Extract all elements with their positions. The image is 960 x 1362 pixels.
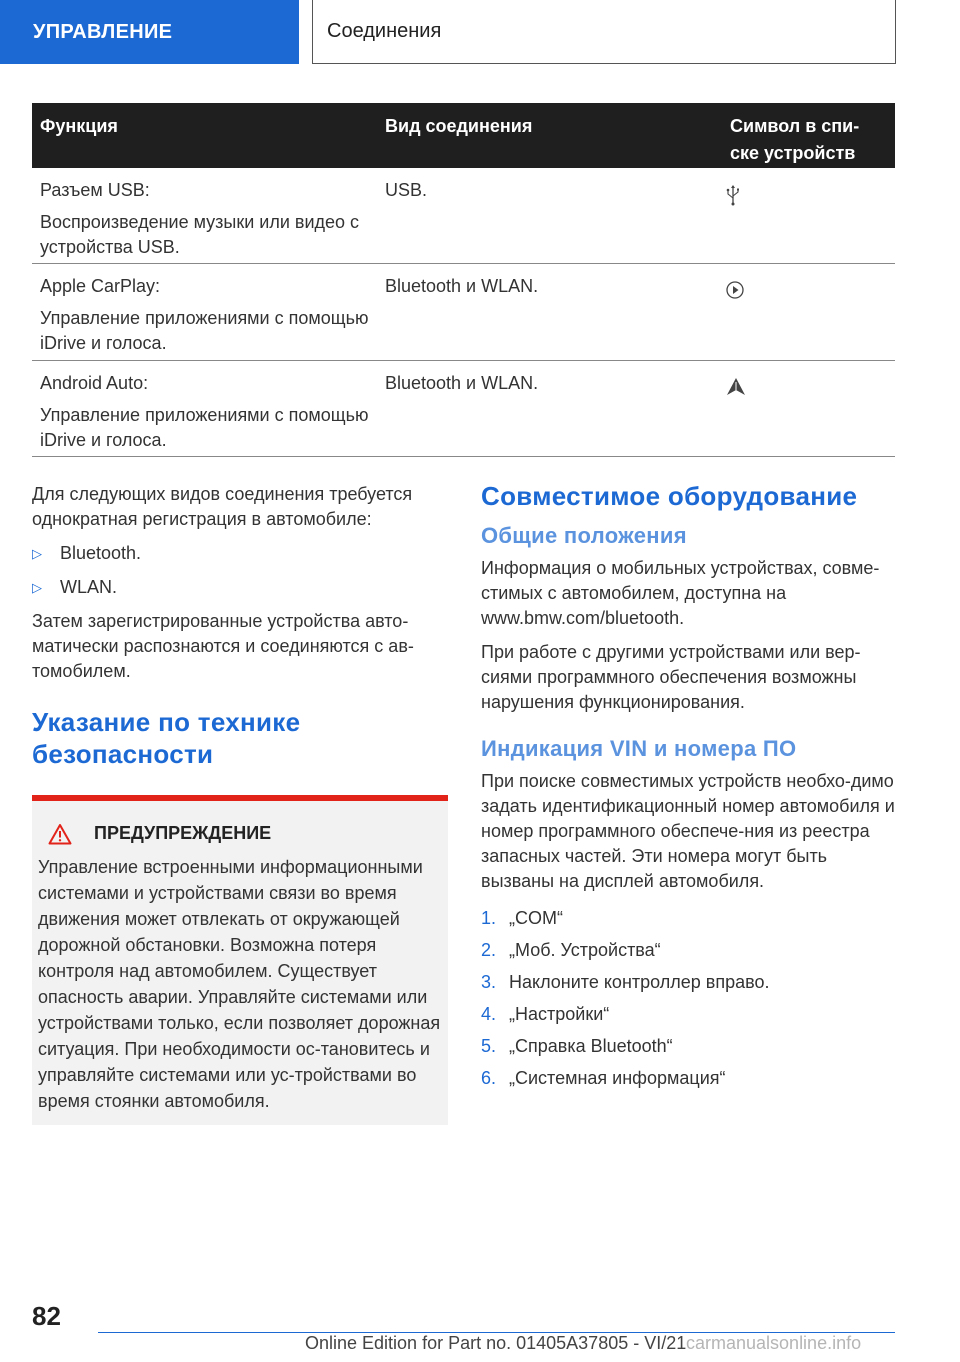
- row-connection: Bluetooth и WLAN.: [385, 373, 539, 393]
- connections-table: [32, 103, 895, 457]
- step-text: „COM“: [509, 908, 563, 928]
- right-column: [481, 482, 895, 1098]
- watermark: carmanualsonline.info: [686, 1333, 862, 1353]
- triangle-bullet-icon: ▷: [32, 580, 42, 595]
- step-text: „Настройки“: [509, 1004, 610, 1024]
- function-desc: Управление приложениями с помощью iDrive и голоса.: [40, 308, 369, 353]
- section-tab: [0, 0, 299, 64]
- bullet-text: Bluetooth.: [60, 543, 142, 563]
- table-row: [32, 264, 895, 361]
- warning-text: Управление встроенными информационными системами и устройствами связи во время движения может отвлекать от окружающей дорожной обстановки. Возможна потеря контроля над автомобилем. Существует опасность аварии. Управляйте системами или устройствами только, если позволяет дорожная ситуация. При необходимости ос-тановитесь и управляйте системами или ус-тройствами во время стоянки автомобиля.: [38, 857, 441, 1111]
- triangle-bullet-icon: ▷: [32, 546, 42, 561]
- step-number: 5.: [481, 1036, 497, 1056]
- function-label: Разъем USB:: [40, 180, 150, 200]
- warning-triangle-icon: [48, 823, 72, 845]
- bullet-text: WLAN.: [60, 577, 118, 597]
- header-connection: Вид соединения: [385, 116, 533, 136]
- warning-title-text: ПРЕДУПРЕЖДЕНИЕ: [94, 823, 272, 843]
- header-function: Функция: [40, 116, 118, 136]
- chapter-title: [312, 0, 896, 64]
- step-text: „Системная информация“: [509, 1068, 726, 1088]
- row-symbol: [722, 264, 895, 360]
- row-symbol: [722, 361, 895, 456]
- function-desc: Воспроизведение музыки или видео с устройства USB.: [40, 212, 360, 257]
- step-text: „Моб. Устройства“: [509, 940, 661, 960]
- list-item: [32, 541, 448, 566]
- function-label: Android Auto:: [40, 373, 149, 393]
- compat-paragraph: При работе с другими устройствами или вер-сиями программного обеспечения возможны нарушения функционирования.: [481, 642, 861, 712]
- row-connection: Bluetooth и WLAN.: [385, 276, 539, 296]
- steps-list: [481, 906, 895, 1091]
- section-label: УПРАВЛЕНИЕ: [33, 20, 173, 43]
- safety-heading: Указание по технике безопасности: [32, 707, 301, 769]
- page-number: 82: [32, 1301, 61, 1331]
- row-function: [32, 361, 377, 456]
- list-item: [481, 1034, 895, 1059]
- chapter-title-text: Соединения: [327, 20, 442, 42]
- info-paragraph: Информация о мобильных устройствах, совме-стимых с автомобилем, доступна на www.bmw.com/bluetooth.: [481, 558, 880, 628]
- step-text: Наклоните контроллер вправо.: [509, 972, 770, 992]
- list-item: [481, 938, 895, 963]
- list-item: [481, 906, 895, 931]
- warning-title: [38, 821, 442, 846]
- step-number: 6.: [481, 1068, 497, 1088]
- row-function: [32, 168, 377, 263]
- step-number: 2.: [481, 940, 497, 960]
- table-row: [32, 168, 895, 264]
- android-auto-icon: [725, 377, 747, 397]
- function-label: Apple CarPlay:: [40, 276, 161, 296]
- carplay-icon: [725, 280, 745, 300]
- function-desc: Управление приложениями с помощью iDrive и голоса.: [40, 405, 369, 450]
- list-item: [481, 1002, 895, 1027]
- table-header: [32, 103, 895, 168]
- vin-paragraph: При поиске совместимых устройств необхо-димо задать идентификационный номер автомобиля и номер программного обеспече-ния из реестра запасных частей. Эти номера могут быть вызваны на дисплей автомобиля.: [481, 771, 895, 891]
- warning-box: [32, 795, 448, 1125]
- row-connection: USB.: [385, 180, 428, 200]
- step-number: 4.: [481, 1004, 497, 1024]
- vin-subheading: Индикация VIN и номера ПО: [481, 736, 797, 761]
- list-item: [481, 970, 895, 995]
- left-column: [32, 482, 448, 1125]
- table-row: [32, 361, 895, 457]
- list-item: [481, 1066, 895, 1091]
- step-number: 3.: [481, 972, 497, 992]
- row-symbol: [722, 168, 895, 263]
- intro-text: Для следующих видов соединения требуется однократная регистрация в автомобиле:: [32, 484, 413, 529]
- edition-text: Online Edition for Part no. 01405A37805 - VI/21: [305, 1333, 687, 1353]
- step-text: „Справка Bluetooth“: [509, 1036, 673, 1056]
- step-number: 1.: [481, 908, 497, 928]
- row-function: [32, 264, 377, 360]
- after-text: Затем зарегистрированные устройства авто-матически распознаются и соединяются с ав-томобилем.: [32, 611, 414, 681]
- compatible-heading: Совместимое оборудование: [481, 481, 858, 511]
- list-item: [32, 575, 448, 600]
- general-subheading: Общие положения: [481, 523, 687, 548]
- usb-icon: [725, 184, 741, 206]
- header-symbol: Символ в спи-ске устройств: [730, 116, 860, 163]
